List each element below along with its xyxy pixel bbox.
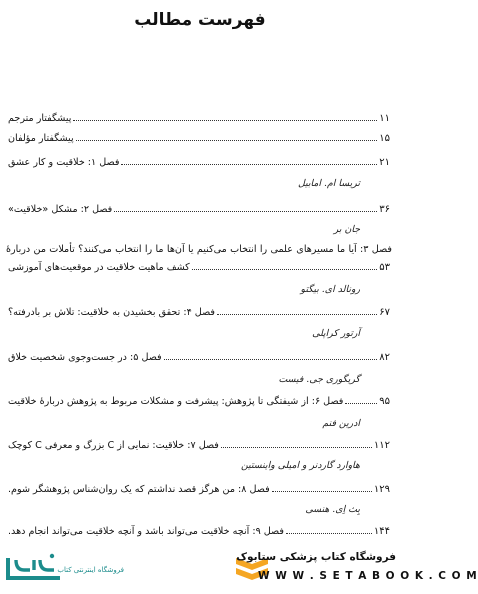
toc-entry[interactable]: [6, 113, 392, 129]
entry-page: ۱۲۹: [373, 484, 390, 495]
entry-page: ۸۲: [379, 352, 390, 363]
shop-url-link[interactable]: W W W . S E T A B O O K . C O M: [258, 570, 478, 582]
dot-leader: [164, 352, 378, 360]
dot-leader: [121, 157, 377, 165]
entry-label: فصل ۹: آنچه خلاقیت می‌تواند باشد و آنچه خلاقیت می‌تواند انجام دهد.: [8, 526, 284, 537]
toc-entry[interactable]: [6, 307, 392, 323]
dot-leader: [272, 484, 372, 492]
dot-leader: [73, 113, 377, 121]
dot-leader: [114, 204, 377, 212]
entry-author: جان بر: [333, 224, 360, 235]
setabook-logo-icon: [4, 548, 64, 588]
entry-page: ۱۵: [379, 133, 390, 144]
dot-leader: [76, 133, 378, 141]
entry-page: ۵۳: [379, 262, 390, 273]
entry-page: ۱۱۲: [373, 440, 390, 451]
entry-author: آرتور کراپلی: [312, 328, 360, 339]
toc-entry[interactable]: [6, 352, 392, 368]
entry-label: پیشگفتار مترجم: [8, 113, 72, 124]
dot-leader: [345, 396, 377, 404]
toc-entry[interactable]: [6, 133, 392, 149]
entry-label: کشف ماهیت خلاقیت در موقعیت‌های آموزشی: [8, 262, 190, 273]
shop-name: فروشگاه کتاب پزشکی ستابوک: [236, 551, 396, 563]
toc-entry[interactable]: [6, 157, 392, 173]
toc-entry[interactable]: [6, 396, 392, 412]
entry-label: فصل ۶: از شیفتگی تا پژوهش: پیشرفت و مشکلات مربوط به پژوهش دربارهٔ خلاقیت: [8, 396, 344, 407]
toc-entry[interactable]: [6, 484, 392, 500]
dot-leader: [217, 307, 377, 315]
entry-page: ۳۶: [379, 204, 390, 215]
dot-leader: [192, 262, 378, 270]
entry-author: ادرین فنم: [322, 418, 360, 429]
entry-label-line: فصل ۳: آیا ما مسیرهای علمی را انتخاب می‌کنیم یا آن‌ها ما را انتخاب می‌کنند؟ تأملات من دربارهٔ: [6, 244, 392, 255]
entry-author: گریگوری جی. فیست: [278, 374, 360, 385]
toc-entry[interactable]: [6, 204, 392, 220]
page-title: فهرست مطالب: [134, 10, 266, 30]
dot-leader: [221, 440, 372, 448]
entry-page: ۶۷: [379, 307, 390, 318]
entry-page: ۱۴۴: [373, 526, 390, 537]
entry-label: فصل ۱: خلاقیت و کار عشق: [8, 157, 120, 168]
entry-author: تریسا ام. امابیل: [298, 178, 360, 189]
entry-author: هاوارد گاردنر و امیلی واینستین: [241, 460, 360, 471]
entry-label: فصل ۸: من هرگز قصد نداشتم که یک روان‌شناس پژوهشگر شوم.: [8, 484, 270, 495]
entry-label: پیشگفتار مؤلفان: [8, 133, 74, 144]
entry-label: فصل ۲: مشکل «خلاقیت»: [8, 204, 113, 215]
entry-label: فصل ۴: تحقق بخشیدن به خلاقیت: تلاش بر بادرفته؟: [8, 307, 215, 318]
logo-subtitle: فروشگاه اینترنتی کتاب: [57, 566, 124, 574]
dot-leader: [286, 526, 372, 534]
entry-page: ۹۵: [379, 396, 390, 407]
entry-page: ۲۱: [379, 157, 390, 168]
entry-page: ۱۱: [379, 113, 390, 124]
toc-entry[interactable]: [6, 440, 392, 456]
toc-entry[interactable]: [6, 262, 392, 278]
entry-label: فصل ۵: در جست‌وجوی شخصیت خلاق: [8, 352, 162, 363]
entry-author: بِث اِی. هنسی: [305, 504, 360, 515]
entry-label: فصل ۷: خلاقیت: نمایی از C بزرگ و معرفی C کوچک: [8, 440, 219, 451]
entry-author: رونالد ای. بیگتو: [300, 284, 360, 295]
